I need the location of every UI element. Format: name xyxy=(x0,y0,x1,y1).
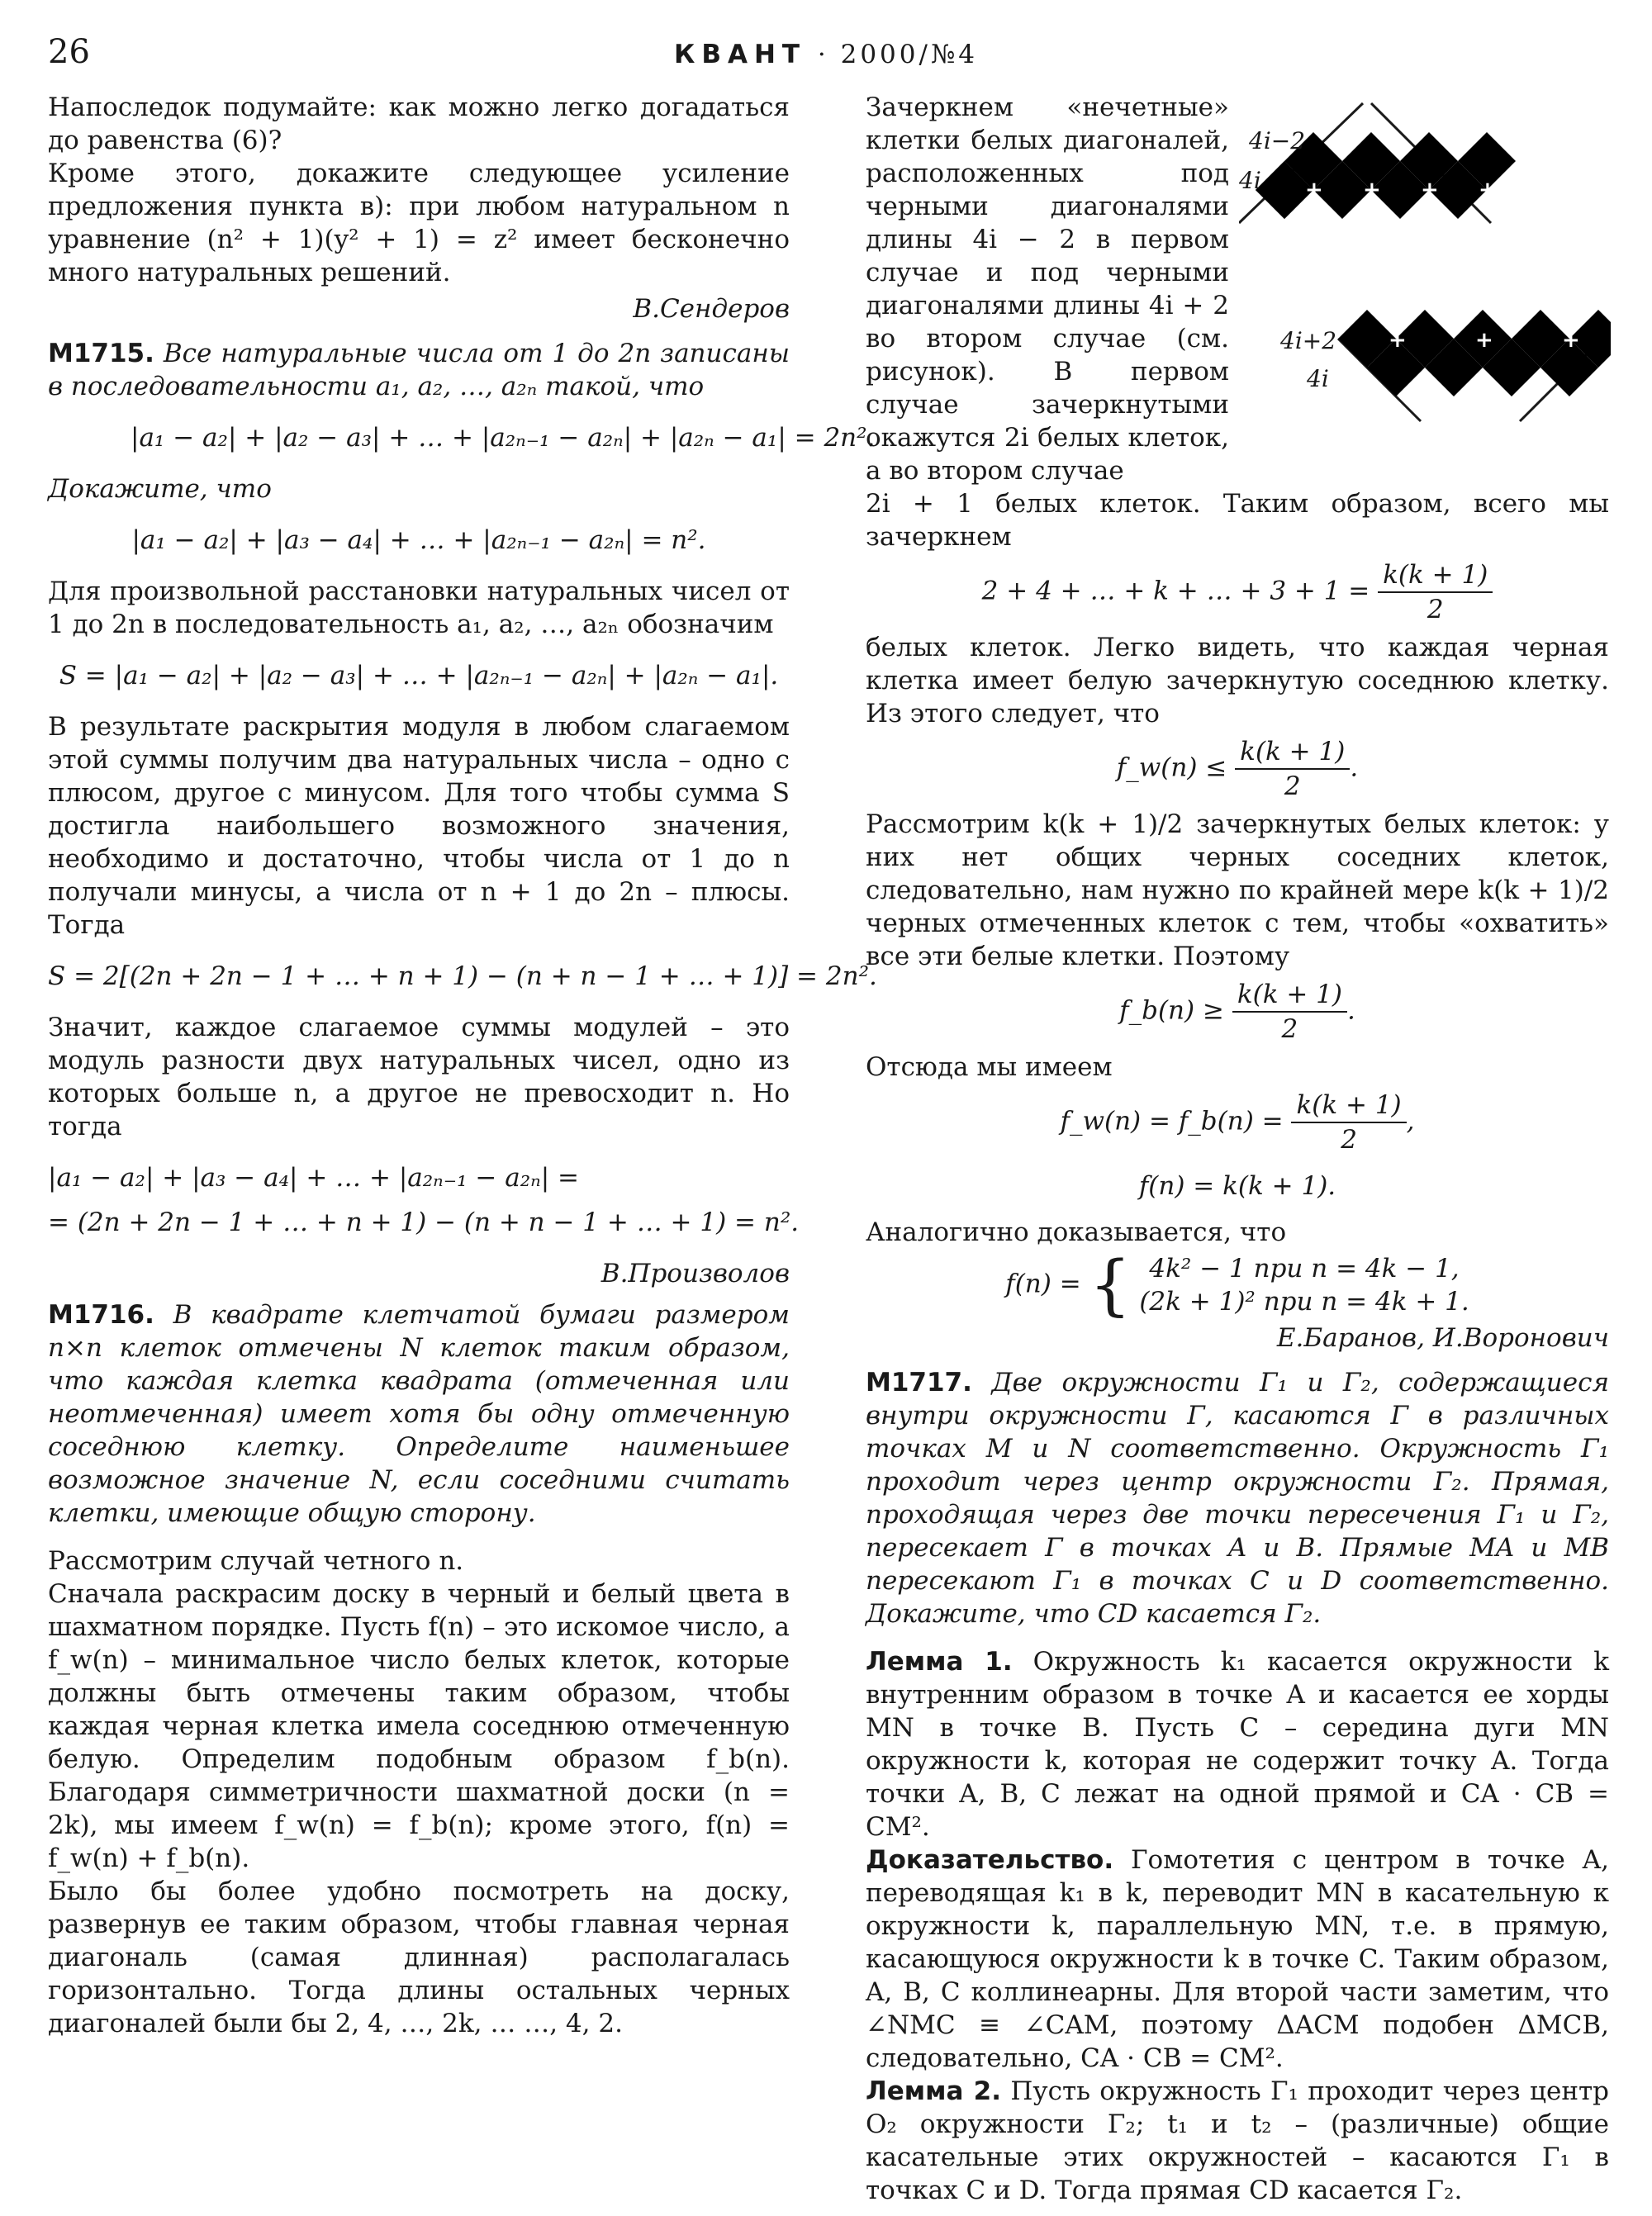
formula: f_w(n) = f_b(n) = $\frac{k(k + 1)}{2}$ , xyxy=(1060,1090,1415,1155)
problem-m1716 xyxy=(48,1298,790,1530)
bottom-diagram xyxy=(1247,297,1611,421)
solution-paragraph: белых клеток. Легко видеть, что каждая черная клетка имеет белую зачеркнутую соседнюю клетку. Из этого следует, что xyxy=(866,633,1609,728)
case-2: (2k + 1)² при n = 4k + 1. xyxy=(1139,1287,1469,1317)
solution-paragraph: В результате раскрытия модуля в любом слагаемом этой суммы получим два натуральных числа – одно с плюсом, другое с минусом. Для того чтобы сумма S достигла наибольшего возможного значения, необходимо и достаточно, чтобы числа от 1 до n получали минусы, а числа от n + 1 до 2n – плюсы. Тогда xyxy=(48,712,790,940)
lemma-1 xyxy=(866,1645,1609,1844)
label-4i: 4i xyxy=(1239,167,1261,194)
author-signature: В.Сендеров xyxy=(633,294,790,324)
problem-number: М1715. xyxy=(48,339,154,368)
fraction xyxy=(1235,735,1350,803)
fraction xyxy=(1232,978,1347,1046)
fraction-denominator: 2 xyxy=(1341,1125,1357,1155)
formula-lhs: f(n) = xyxy=(1005,1269,1081,1299)
solution-paragraph: Сначала раскрасим доску в черный и белый цвета в шахматном порядке. Пусть f(n) – это искомое число, а f_w(n) – минимальное число белых клеток, которые должны быть отмечены таким образом, чтобы каждая черная клетка имела соседнюю отмеченную белую. Определим подобным образом f_b(n). Благодаря симметричности шахматной доски (n = 2k), мы имеем f_w(n) = f_b(n); кроме этого, f(n) = f_w(n) + f_b(n). xyxy=(48,1579,790,1873)
formula: f_w(n) ≤ $\frac{k(k + 1)}{2}$ . xyxy=(1116,737,1359,801)
label-4i-plus-2: 4i+2 xyxy=(1280,327,1337,354)
formula: f(n) = k(k + 1). xyxy=(1138,1171,1336,1201)
solution-paragraph: Отсюда мы имеем xyxy=(866,1052,1113,1082)
fraction-numerator: k(k + 1) xyxy=(1235,735,1350,770)
fraction-denominator: 2 xyxy=(1281,1014,1298,1044)
fraction xyxy=(1378,558,1493,626)
formula xyxy=(866,1246,1609,1323)
label-4i-minus-2: 4i−2 xyxy=(1249,127,1306,154)
solution-paragraph: Значит, каждое слагаемое суммы модулей – это модуль разности двух натуральных чисел, одно из которых больше n, а другое не превосходит n. Но тогда xyxy=(48,1013,790,1141)
plus-mark: + xyxy=(1389,328,1407,353)
lemma-text: Окружность k₁ касается окружности k внутренним образом в точке A и касается ее хорды MN в точке B. Пусть C – середина дуги MN окружности k, которая не содержит точку A. Тогда точки A, B, C лежат на одной прямой и CA · CB = CM². xyxy=(866,1647,1609,1842)
formula-lhs: f_w(n) ≤ xyxy=(1116,752,1227,783)
problem-statement: Все натуральные числа от 1 до 2n записаны в последовательности a₁, a₂, …, a₂ₙ такой, что xyxy=(48,339,790,401)
solution-paragraph: 2i + 1 белых клеток. Таким образом, всего мы зачеркнем xyxy=(866,489,1609,552)
case-1: 4k² − 1 при n = 4k − 1, xyxy=(1149,1254,1460,1284)
plus-mark: + xyxy=(1363,178,1381,202)
prove-label: Докажите, что xyxy=(48,474,272,504)
fraction-denominator: 2 xyxy=(1427,595,1444,624)
problem-m1715 xyxy=(48,337,790,403)
formula: |a₁ − a₂| + |a₃ − a₄| + … + |a₂ₙ₋₁ − a₂ₙ| = xyxy=(48,1163,579,1193)
left-column xyxy=(48,91,877,2040)
plus-mark: + xyxy=(1305,178,1323,202)
lemma-label: Лемма 2. xyxy=(866,2076,1001,2106)
author-signature: Е.Баранов, И.Воронович xyxy=(1276,1323,1609,1353)
problem-number: М1716. xyxy=(48,1300,154,1330)
formula-lhs: f_b(n) ≥ xyxy=(1119,995,1224,1026)
solution-paragraph: Рассмотрим случай четного n. xyxy=(48,1546,464,1576)
brace: { xyxy=(1089,1246,1132,1323)
fraction xyxy=(1291,1089,1406,1156)
solution-paragraph: Для произвольной расстановки натуральных чисел от 1 до 2n в последовательность a₁, a₂, …, a₂ₙ обозначим xyxy=(48,577,790,639)
diagonal-figure xyxy=(1239,91,1619,438)
problem-number: М1717. xyxy=(866,1368,972,1397)
journal-name: КВАНТ xyxy=(673,40,807,69)
page-number: 26 xyxy=(48,33,90,71)
formula xyxy=(866,558,1609,626)
fraction-numerator: k(k + 1) xyxy=(1232,978,1347,1013)
plus-mark: + xyxy=(1475,328,1493,353)
intro-paragraph-2: Кроме этого, докажите следующее усиление предложения пункта в): при любом натуральном n уравнение (n² + 1)(y² + 1) = z² имеет бесконечно много натуральных решений. xyxy=(48,159,790,287)
fraction-denominator: 2 xyxy=(1284,771,1301,801)
running-header xyxy=(0,40,1652,69)
formula: f_b(n) ≥ $\frac{k(k + 1)}{2}$ . xyxy=(1119,980,1355,1044)
author-signature: В.Произволов xyxy=(601,1259,790,1288)
issue-label: · 2000/№4 xyxy=(817,40,979,69)
lemma-text: Пусть окружность Γ₁ проходит через центр O₂ окружности Γ₂; t₁ и t₂ – (различные) общие касательные этих окружностей – касаются Γ₁ в точках C и D. Тогда прямая CD касается Γ₂. xyxy=(866,2076,1609,2205)
lemma-2 xyxy=(866,2075,1609,2207)
formula-lhs: 2 + 4 + … + k + … + 3 + 1 = xyxy=(981,576,1370,606)
problem-m1717 xyxy=(866,1366,1609,1630)
formula: S = |a₁ − a₂| + |a₂ − a₃| + … + |a₂ₙ₋₁ − a₂ₙ| + |a₂ₙ − a₁|. xyxy=(59,661,779,690)
plus-mark: + xyxy=(1562,328,1580,353)
figure-side-text: Зачеркнем «нечетные» клетки белых диагоналей, расположенных под черными диагоналями длины 4i − 2 в первом случае и под черными диагоналями длины 4i + 2 во втором случае (см. рисунок). В первом случае зачеркнутыми окажутся 2i белых клеток, а во втором случае xyxy=(866,93,1229,486)
intro-paragraph-1: Напоследок подумайте: как можно легко догадаться до равенства (6)? xyxy=(48,93,790,155)
fraction-numerator: k(k + 1) xyxy=(1378,558,1493,593)
problem-statement: Две окружности Γ₁ и Γ₂, содержащиеся внутри окружности Γ, касаются Γ в различных точках M и N соответственно. Окружность Γ₁ проходит через центр окружности Γ₂. Прямая, проходящая через две точки пересечения Γ₁ и Γ₂, пересекает Γ в точках A и B. Прямые MA и MB пересекают Γ₁ в точках C и D соответственно. Докажите, что CD касается Γ₂. xyxy=(866,1368,1609,1629)
solution-paragraph: Было бы более удобно посмотреть на доску, развернув ее таким образом, чтобы главная черная диагональ (самая длинная) располагалась горизонтально. Тогда длины остальных черных диагоналей были бы 2, 4, …, 2k, … …, 4, 2. xyxy=(48,1877,790,2038)
top-diagram xyxy=(1239,103,1516,223)
solution-paragraph: Рассмотрим k(k + 1)/2 зачеркнутых белых клеток: у них нет общих черных соседних клеток, следовательно, нам нужно по крайней мере k(k + 1)/2 черных отмеченных клеток с тем, чтобы «охватить» все эти белые клетки. Поэтому xyxy=(866,809,1609,971)
formula-lhs: f_w(n) = f_b(n) = xyxy=(1060,1106,1284,1136)
proof xyxy=(866,1844,1609,2075)
solution-paragraph: Аналогично доказывается, что xyxy=(866,1217,1287,1247)
formula: |a₁ − a₂| + |a₂ − a₃| + … + |a₂ₙ₋₁ − a₂ₙ| + |a₂ₙ − a₁| = 2n². xyxy=(131,423,876,453)
plus-mark: + xyxy=(1479,178,1497,202)
label-4i: 4i xyxy=(1307,365,1329,392)
formula: = (2n + 2n − 1 + … + n + 1) − (n + n − 1 + … + 1) = n². xyxy=(48,1208,800,1237)
formula: S = 2[(2n + 2n − 1 + … + n + 1) − (n + n − 1 + … + 1)] = 2n². xyxy=(48,961,877,991)
problem-statement: В квадрате клетчатой бумаги размером n×n клеток отмечены N клеток таким образом, что каждая клетка квадрата (отмеченная или неотмеченная) имеет хотя бы одну отмеченную соседнюю клетку. Определите наименьшее возможное значение N, если соседними считать клетки, имеющие общую сторону. xyxy=(48,1300,790,1528)
formula: |a₁ − a₂| + |a₃ − a₄| + … + |a₂ₙ₋₁ − a₂ₙ| = n². xyxy=(131,525,706,555)
cases xyxy=(1139,1252,1469,1318)
proof-label: Доказательство. xyxy=(866,1845,1114,1875)
plus-mark: + xyxy=(1421,178,1439,202)
lemma-label: Лемма 1. xyxy=(866,1647,1013,1677)
fraction-numerator: k(k + 1) xyxy=(1291,1089,1406,1123)
proof-text: Гомотетия с центром в точке A, переводящая k₁ в k, переводит MN в касательную к окружности k, параллельную MN, т.е. в прямую, касающуюся окружности k в точке C. Таким образом, A, B, C коллинеарны. Для второй части заметим, что ∠NMC ≡ ∠CAM, поэтому ΔACM подобен ΔMCB, следовательно, CA · CB = CM². xyxy=(866,1845,1609,2073)
